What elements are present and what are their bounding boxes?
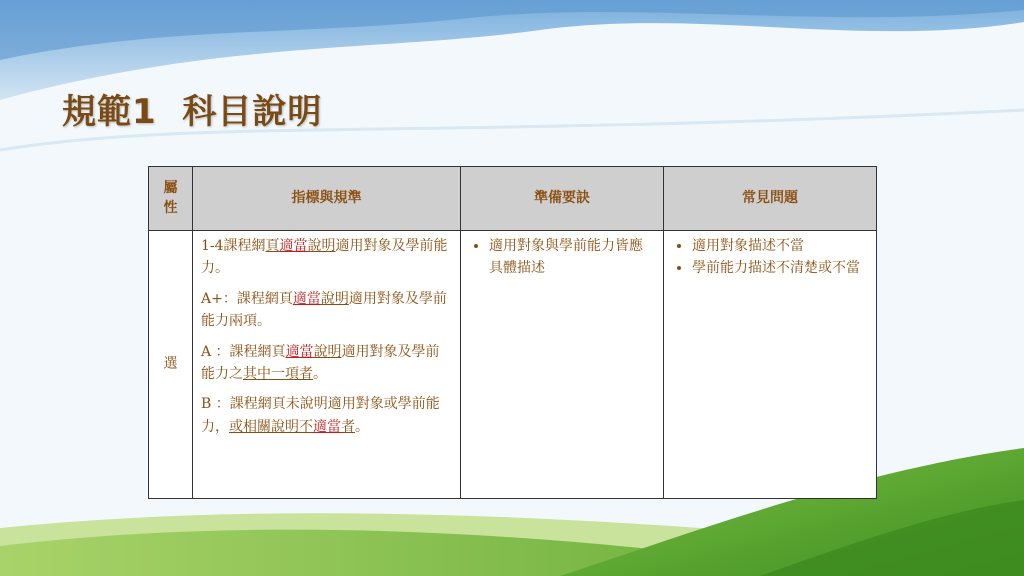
criteria-text: A+：課程網頁: [201, 290, 293, 307]
criteria-table: [148, 166, 877, 499]
criteria-highlight: 適當: [292, 290, 321, 307]
header-attribute-char-2: 性: [163, 199, 178, 216]
preparation-list: [469, 235, 655, 280]
criteria-text: 其中一項者: [243, 365, 313, 382]
criteria-text: 說明: [307, 238, 336, 254]
criteria-text: 者: [341, 418, 355, 435]
criteria-item: [201, 235, 452, 280]
common-issues-list: [672, 235, 868, 280]
table-header-row: [149, 167, 877, 231]
criteria-text: 說明: [313, 343, 342, 360]
criteria-text: 。: [313, 365, 327, 382]
criteria-text: 1-4課程網: [201, 238, 266, 254]
header-preparation: 準備要訣: [461, 167, 664, 231]
list-item: • 學前能力描述不清楚或不當: [692, 257, 868, 279]
criteria-item: [201, 393, 452, 438]
criteria-text: 或相關說明不: [229, 418, 313, 435]
table-row: [149, 231, 877, 499]
page-title: 規範1 科目說明: [62, 92, 323, 132]
criteria-item: [201, 341, 452, 386]
list-item: • 適用對象描述不當: [692, 235, 868, 257]
criteria-highlight: 適當: [313, 418, 341, 435]
criteria-item: [201, 288, 452, 333]
criteria-cell: [193, 231, 461, 499]
criteria-text: 適用對象及學前能力。: [201, 238, 448, 277]
criteria-text: 適用對象及學前能力之: [201, 343, 440, 382]
header-attribute: [149, 167, 193, 231]
criteria-text: A ：課程網頁: [201, 343, 286, 360]
criteria-highlight: 適當: [279, 238, 308, 254]
header-criteria: 指標與規準: [193, 167, 461, 231]
criteria-text: B ：課程網頁未說明適用對象或學前能力，: [201, 396, 440, 435]
criteria-text: 頁: [265, 238, 280, 254]
header-attribute-char-1: 屬: [163, 179, 178, 196]
preparation-cell: [461, 231, 664, 499]
header-common-issues: 常見問題: [664, 167, 877, 231]
row-attribute: 選: [149, 231, 193, 499]
criteria-text: 。: [355, 418, 369, 435]
criteria-highlight: 適當: [285, 343, 314, 360]
common-issues-cell: [664, 231, 877, 499]
criteria-text: 說明: [320, 290, 349, 307]
list-item: • 適用對象與學前能力皆應具體描述: [489, 235, 655, 280]
criteria-text: 適用對象及學前能力兩項。: [201, 290, 447, 330]
